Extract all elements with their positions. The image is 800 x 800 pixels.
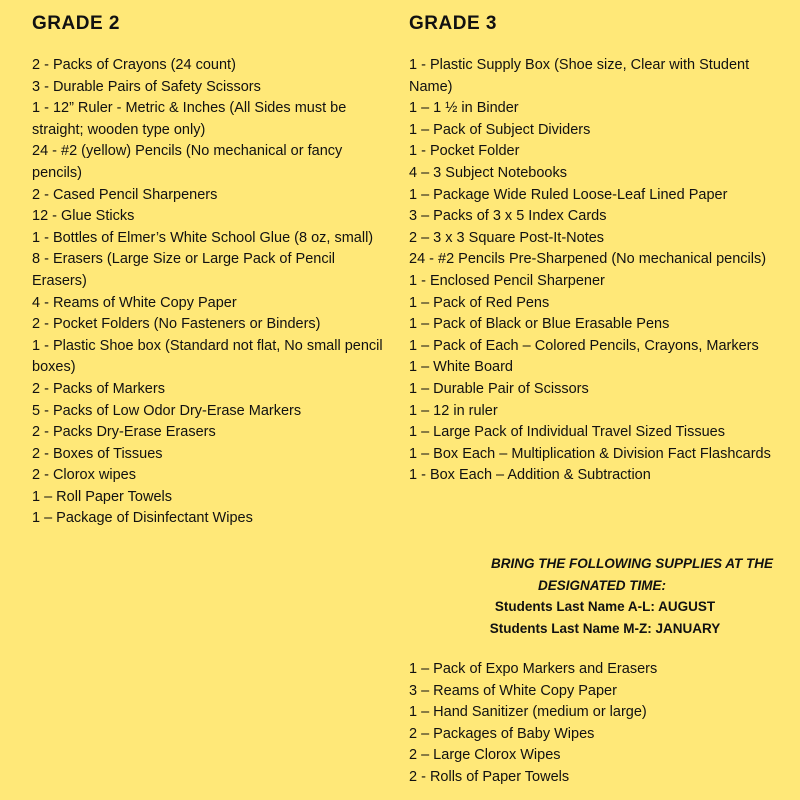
list-item: 1 – Pack of Subject Dividers — [409, 121, 591, 138]
list-item: 3 – Reams of White Copy Paper — [409, 682, 617, 699]
list-item: 24 - #2 (yellow) Pencils (No mechanical or fancy pencils) — [32, 143, 343, 181]
list-item: 12 - Glue Sticks — [32, 208, 135, 225]
grade-3-supply-list — [409, 55, 785, 487]
list-item: 1 – Box Each – Multiplication & Division Fact Flashcards — [409, 445, 771, 462]
list-item: 1 - Box Each – Addition & Subtraction — [409, 467, 651, 484]
designated-time-notice — [409, 553, 795, 639]
list-item: 4 - Reams of White Copy Paper — [32, 294, 237, 311]
list-item: 1 - Enclosed Pencil Sharpener — [409, 272, 605, 289]
list-item: 1 – Pack of Red Pens — [409, 294, 550, 311]
list-item: 1 – Hand Sanitizer (medium or large) — [409, 704, 647, 721]
list-item: 1 – Package of Disinfectant Wipes — [32, 510, 253, 527]
notice-line-2: DESIGNATED TIME: — [538, 577, 666, 593]
list-item: 1 - 12” Ruler - Metric & Inches (All Sides must be straight; wooden type only) — [32, 100, 347, 138]
list-item: 8 - Erasers (Large Size or Large Pack of Pencil Erasers) — [32, 251, 336, 289]
list-item: 24 - #2 Pencils Pre-Sharpened (No mechanical pencils) — [409, 251, 767, 268]
grade-2-supply-list — [32, 55, 392, 530]
list-item: 2 – Packages of Baby Wipes — [409, 725, 595, 742]
notice-line-4: Students Last Name M-Z: JANUARY — [489, 620, 721, 636]
list-item: 1 – Pack of Each – Colored Pencils, Crayons, Markers — [409, 337, 759, 354]
list-item: 1 - Bottles of Elmer’s White School Glue (8 oz, small) — [32, 229, 374, 246]
list-item: 1 – 1 ½ in Binder — [409, 100, 519, 117]
list-item: 1 – Package Wide Ruled Loose-Leaf Lined Paper — [409, 186, 728, 203]
list-item: 1 - Plastic Supply Box (Shoe size, Clear with Student Name) — [409, 57, 750, 95]
grade-2-heading: GRADE 2 — [32, 13, 120, 34]
list-item: 1 – 12 in ruler — [409, 402, 498, 419]
list-item: 4 – 3 Subject Notebooks — [409, 164, 567, 181]
list-item: 1 – Pack of Black or Blue Erasable Pens — [409, 316, 670, 333]
list-item: 2 - Packs of Markers — [32, 380, 165, 397]
list-item: 1 – Large Pack of Individual Travel Sized Tissues — [409, 424, 725, 441]
list-item: 1 – Roll Paper Towels — [32, 488, 172, 505]
notice-line-1: BRING THE FOLLOWING SUPPLIES AT THE — [491, 556, 773, 571]
list-item: 2 - Packs Dry-Erase Erasers — [32, 424, 216, 441]
list-item: 2 - Pocket Folders (No Fasteners or Binders) — [32, 316, 321, 333]
notice-line-3: Students Last Name A-L: AUGUST — [494, 599, 716, 614]
list-item: 1 – White Board — [409, 359, 513, 376]
list-item: 1 - Plastic Shoe box (Standard not flat, No small pencil boxes) — [32, 337, 383, 376]
list-item: 3 - Durable Pairs of Safety Scissors — [32, 78, 261, 95]
list-item: 2 – 3 x 3 Square Post-It-Notes — [409, 229, 605, 246]
list-item: 1 – Durable Pair of Scissors — [409, 380, 589, 397]
list-item: 2 – Large Clorox Wipes — [409, 747, 561, 764]
grade-3-timed-supply-list — [409, 659, 657, 789]
list-item: 5 - Packs of Low Odor Dry-Erase Markers — [32, 402, 302, 419]
list-item: 3 – Packs of 3 x 5 Index Cards — [409, 208, 607, 225]
list-item: 2 - Clorox wipes — [32, 467, 136, 484]
list-item: 1 – Pack of Expo Markers and Erasers — [409, 661, 658, 677]
list-item: 1 - Pocket Folder — [409, 143, 520, 160]
list-item: 2 - Rolls of Paper Towels — [409, 768, 570, 785]
grade-3-heading: GRADE 3 — [409, 13, 497, 34]
list-item: 2 - Cased Pencil Sharpeners — [32, 186, 218, 203]
list-item: 2 - Boxes of Tissues — [32, 445, 163, 462]
list-item: 2 - Packs of Crayons (24 count) — [32, 57, 236, 73]
